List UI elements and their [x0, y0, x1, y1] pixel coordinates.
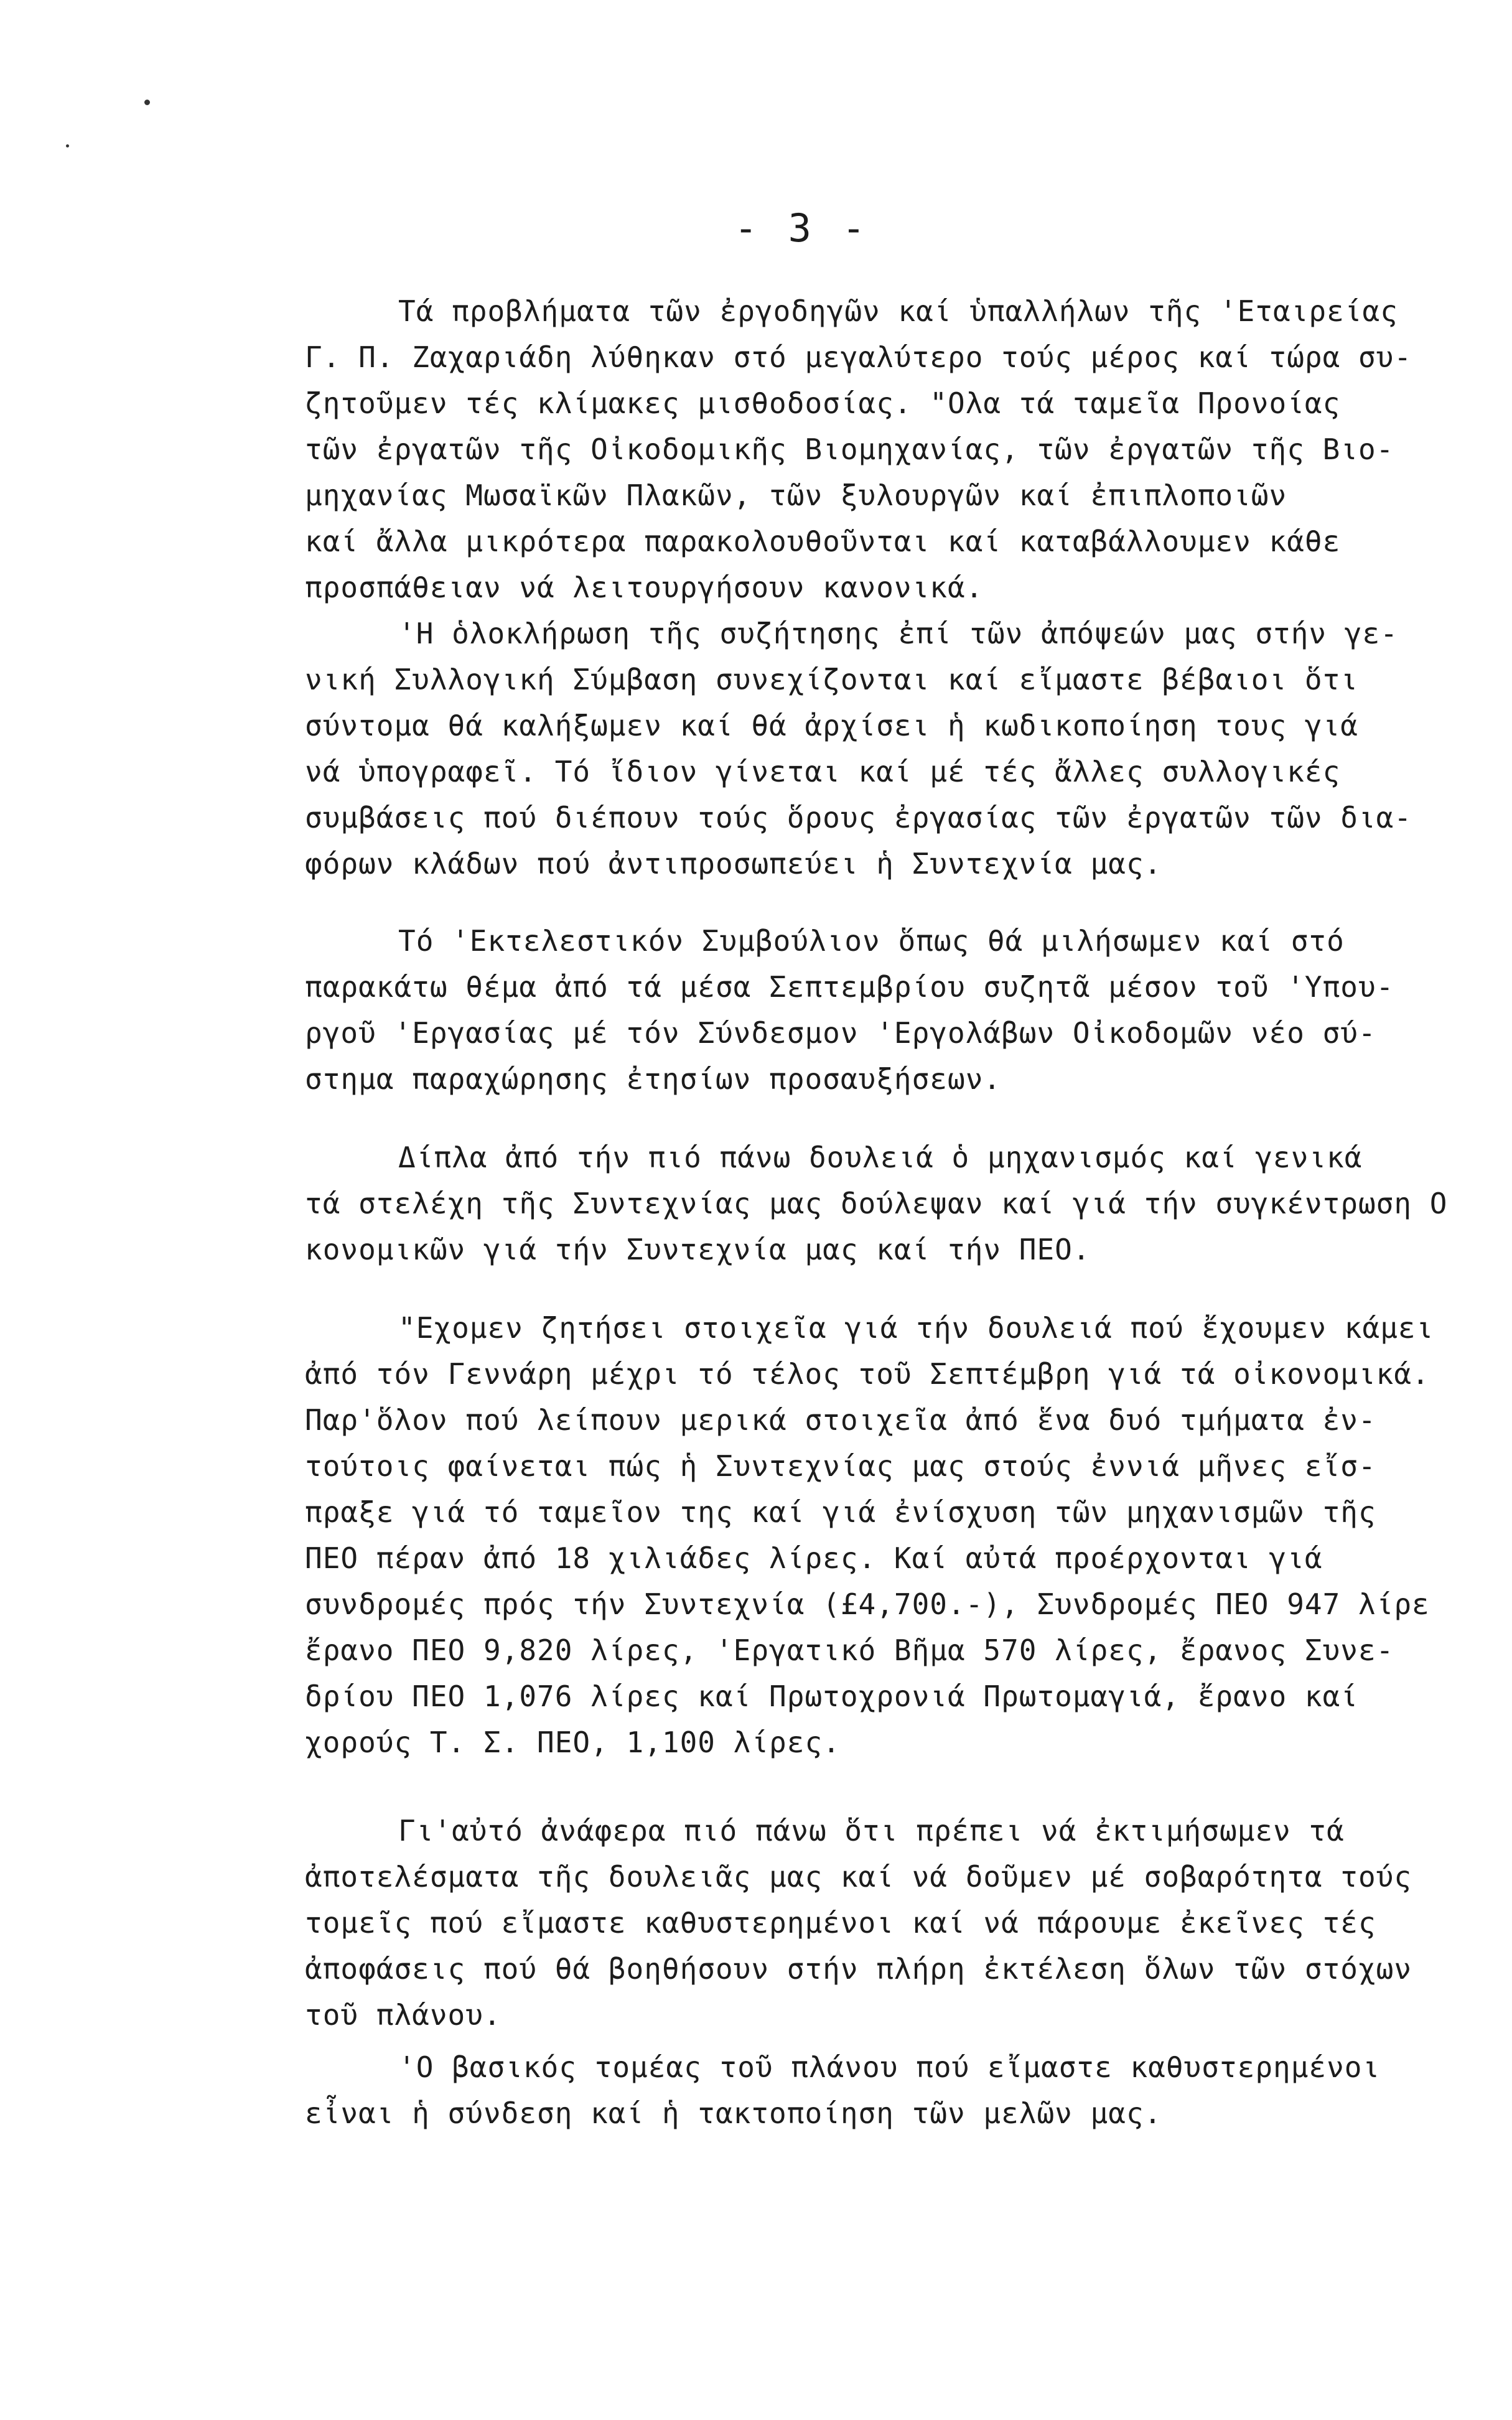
ink-speck: [144, 100, 150, 105]
text-line: ἔρανο ΠΕΟ 9,820 λίρες, 'Εργατικό Βῆμα 570 λίρες, ἔρανος Συνε-: [305, 1633, 1394, 1667]
text-line: Γι'αὐτό ἀνάφερα πιό πάνω ὅτι πρέπει νά ἐκτιμήσωμεν τά: [398, 1814, 1345, 1848]
text-line: καί ἄλλα μικρότερα παρακολουθοῦνται καί καταβάλλουμεν κάθε: [305, 525, 1341, 558]
text-line: συνδρομές πρός τήν Συντεχνία (£4,700.-), Συνδρομές ΠΕΟ 947 λίρε: [305, 1587, 1430, 1621]
text-line: τοῦ πλάνου.: [305, 1998, 502, 2032]
text-line: ΠΕΟ πέραν ἀπό 18 χιλιάδες λίρες. Καί αὐτά προέρχονται γιά: [305, 1541, 1323, 1575]
text-line: Τό 'Εκτελεστικόν Συμβούλιον ὅπως θά μιλήσωμεν καί στό: [398, 924, 1345, 958]
text-line: τῶν ἐργατῶν τῆς Οἰκοδομικῆς Βιομηχανίας, τῶν ἐργατῶν τῆς Βιο-: [305, 432, 1394, 466]
text-line: δρίου ΠΕΟ 1,076 λίρες καί Πρωτοχρονιά Πρωτομαγιά, ἔρανο καί: [305, 1680, 1358, 1713]
text-line: Παρ'ὅλον πού λείπουν μερικά στοιχεῖα ἀπό ἕνα δυό τμήματα ἐν-: [305, 1403, 1376, 1437]
text-line: ἀποτελέσματα τῆς δουλειᾶς μας καί νά δοῦμεν μέ σοβαρότητα τούς: [305, 1860, 1412, 1894]
text-line: 'Η ὁλοκλήρωση τῆς συζήτησης ἐπί τῶν ἀπόψεών μας στήν γε-: [398, 617, 1398, 650]
text-line: μηχανίας Μωσαϊκῶν Πλακῶν, τῶν ξυλουργῶν καί ἐπιπλοποιῶν: [305, 479, 1287, 512]
text-line: εἶναι ἡ σύνδεση καί ἡ τακτοποίηση τῶν μελῶν μας.: [305, 2096, 1162, 2130]
text-line: νική Συλλογική Σύμβαση συνεχίζονται καί εἴμαστε βέβαιοι ὅτι: [305, 663, 1358, 696]
text-line: πραξε γιά τό ταμεῖον της καί γιά ἐνίσχυση τῶν μηχανισμῶν τῆς: [305, 1495, 1376, 1529]
text-line: Δίπλα ἀπό τήν πιό πάνω δουλειά ὁ μηχανισμός καί γενικά: [398, 1141, 1363, 1174]
text-line: φόρων κλάδων πού ἀντιπροσωπεύει ἡ Συντεχνία μας.: [305, 847, 1162, 881]
text-line: ργοῦ 'Εργασίας μέ τόν Σύνδεσμον 'Εργολάβων Οἰκοδομῶν νέο σύ-: [305, 1016, 1376, 1050]
text-line: συμβάσεις πού διέπουν τούς ὅρους ἐργασίας τῶν ἐργατῶν τῶν δια-: [305, 801, 1412, 834]
page-number: - 3 -: [734, 205, 869, 251]
text-line: ἀποφάσεις πού θά βοηθήσουν στήν πλήρη ἐκτέλεση ὅλων τῶν στόχων: [305, 1952, 1412, 1986]
text-line: χορούς Τ. Σ. ΠΕΟ, 1,100 λίρες.: [305, 1726, 841, 1759]
text-line: "Εχομεν ζητήσει στοιχεῖα γιά τήν δουλειά πού ἔχουμεν κάμει: [398, 1311, 1434, 1345]
text-line: 'Ο βασικός τομέας τοῦ πλάνου πού εἴμαστε καθυστερημένοι: [398, 2050, 1381, 2084]
text-line: τούτοις φαίνεται πώς ἡ Συντεχνίας μας στούς ἐννιά μῆνες εἴσ-: [305, 1449, 1376, 1483]
text-line: κονομικῶν γιά τήν Συντεχνία μας καί τήν ΠΕΟ.: [305, 1233, 1091, 1266]
text-line: στημα παραχώρησης ἐτησίων προσαυξήσεων.: [305, 1062, 1002, 1096]
text-line: Τά προβλήματα τῶν ἐργοδηγῶν καί ὑπαλλήλων τῆς 'Εταιρείας: [398, 294, 1398, 328]
text-line: Γ. Π. Ζαχαριάδη λύθηκαν στό μεγαλύτερο τούς μέρος καί τώρα συ-: [305, 340, 1412, 374]
text-line: παρακάτω θέμα ἀπό τά μέσα Σεπτεμβρίου συζητᾶ μέσον τοῦ 'Υπου-: [305, 970, 1394, 1004]
text-line: σύντομα θά καλήξωμεν καί θά ἀρχίσει ἡ κωδικοποίηση τους γιά: [305, 709, 1358, 742]
text-line: ζητοῦμεν τές κλίμακες μισθοδοσίας. "Ολα τά ταμεῖα Προνοίας: [305, 386, 1341, 420]
text-line: νά ὑπογραφεῖ. Τό ἴδιον γίνεται καί μέ τές ἄλλες συλλογικές: [305, 755, 1341, 788]
text-line: προσπάθειαν νά λειτουργήσουν κανονικά.: [305, 571, 984, 604]
text-line: ἀπό τόν Γεννάρη μέχρι τό τέλος τοῦ Σεπτέμβρη γιά τά οἰκονομικά.: [305, 1357, 1430, 1391]
text-line: τά στελέχη τῆς Συντεχνίας μας δούλεψαν καί γιά τήν συγκέντρωση Ο: [305, 1187, 1448, 1220]
ink-speck: [66, 144, 69, 147]
text-line: τομεῖς πού εἴμαστε καθυστερημένοι καί νά πάρουμε ἐκεῖνες τές: [305, 1906, 1376, 1940]
